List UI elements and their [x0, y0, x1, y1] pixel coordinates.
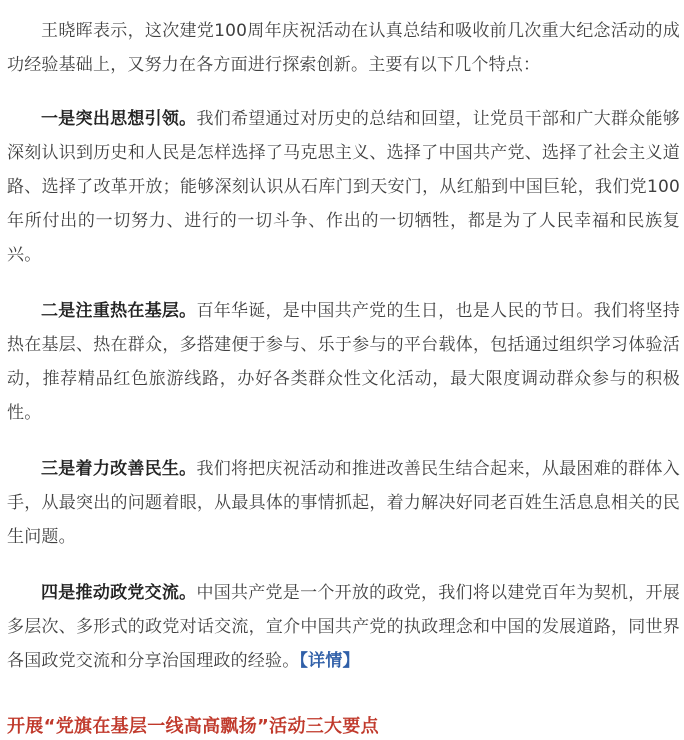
- section-heading: 开展“党旗在基层一线高高飘扬”活动三大要点: [7, 716, 379, 737]
- details-link[interactable]: 【详情】: [299, 651, 360, 671]
- point-paragraph-4: [7, 576, 680, 678]
- point-body-3: 我们将把庆祝活动和推进改善民生结合起来，从最困难的群体入手，从最突出的问题着眼，从最具体的事情抓起，着力解决好同老百姓生活息息相关的民生问题。: [7, 459, 680, 547]
- point-body-2: 百年华诞，是中国共产党的生日，也是人民的节日。我们将坚持热在基层、热在群众，多搭建便于参与、乐于参与的平台载体，包括通过组织学习体验活动，推荐精品红色旅游线路，办好各类群众性文化活动，最大限度调动群众参与的积极性。: [7, 301, 680, 423]
- point-paragraph-2: [7, 294, 680, 430]
- point-body-1: 我们希望通过对历史的总结和回望，让党员干部和广大群众能够深刻认识到历史和人民是怎样选择了马克思主义、选择了中国共产党、选择了社会主义道路、选择了改革开放；能够深刻认识从石库门到天安门，从红船到中国巨轮，我们党100年所付出的一切努力、进行的一切斗争、作出的一切牺牲，都是为了人民幸福和民族复兴。: [7, 109, 680, 265]
- point-lead-3: 三是着力改善民生。: [41, 459, 197, 479]
- point-lead-1: 一是突出思想引领。: [41, 109, 197, 129]
- intro-paragraph: 王晓晖表示，这次建党100周年庆祝活动在认真总结和吸收前几次重大纪念活动的成功经验基础上，又努力在各方面进行探索创新。主要有以下几个特点：: [7, 21, 680, 75]
- point-paragraph-3: [7, 452, 680, 554]
- point-lead-4: 四是推动政党交流。: [41, 583, 197, 603]
- point-paragraph-1: [7, 102, 680, 272]
- point-body-4: 中国共产党是一个开放的政党，我们将以建党百年为契机，开展多层次、多形式的政党对话交流，宣介中国共产党的执政理念和中国的发展道路，同世界各国政党交流和分享治国理政的经验。: [7, 583, 680, 671]
- point-lead-2: 二是注重热在基层。: [41, 301, 197, 321]
